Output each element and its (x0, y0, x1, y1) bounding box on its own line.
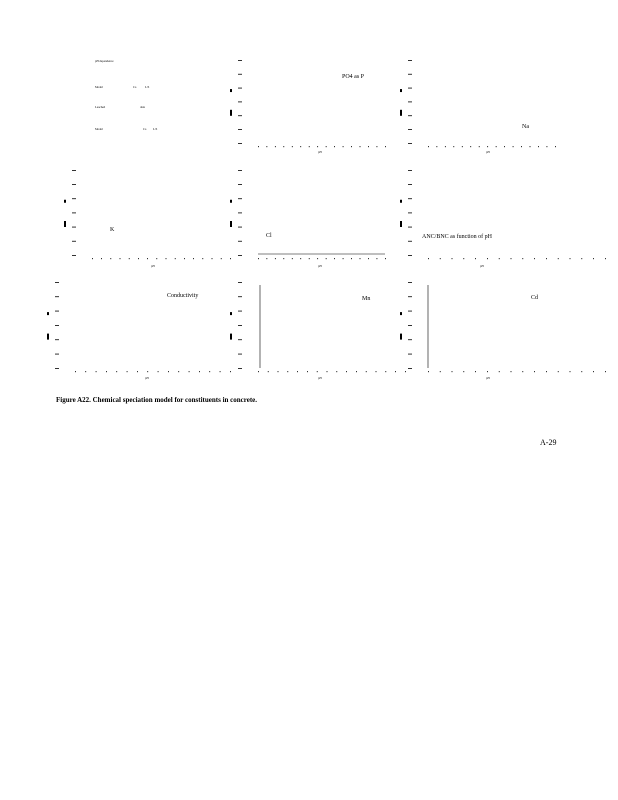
y-tick-label-mark (408, 184, 412, 185)
x-tick-mark (292, 146, 293, 147)
x-tick-mark (440, 371, 441, 372)
x-tick-mark (385, 258, 386, 259)
y-tick-label-mark (238, 354, 242, 355)
legend-row-4-ls: L/S (153, 127, 158, 131)
y-tick-label-mark (408, 339, 412, 340)
x-tick-mark (440, 258, 441, 259)
page-number: A-29 (540, 438, 557, 447)
x-tick-mark (334, 258, 335, 259)
legend-row-2-model: Model (95, 85, 103, 89)
x-tick-mark (189, 371, 190, 372)
y-axis-label-mark (47, 312, 49, 315)
x-tick-mark (334, 146, 335, 147)
x-tick-mark (297, 371, 298, 372)
y-tick-label-mark (238, 184, 242, 185)
x-tick-mark (209, 371, 210, 372)
x-tick-mark (120, 258, 121, 259)
x-tick-mark (385, 371, 386, 372)
x-tick-mark (275, 146, 276, 147)
x-tick-mark (307, 371, 308, 372)
y-tick-label-mark (72, 170, 76, 171)
y-tick-label-mark (72, 227, 76, 228)
x-tick-mark (395, 371, 396, 372)
y-tick-label-mark (408, 354, 412, 355)
x-tick-mark (546, 371, 547, 372)
x-tick-mark (570, 371, 571, 372)
legend-row-2-ls: L/S (145, 85, 150, 89)
y-tick-label-mark (55, 311, 59, 312)
x-tick-mark (513, 146, 514, 147)
panel-label-anc-bnc: ANC/BNC as function of pH (422, 234, 492, 240)
x-label-p2: pH (486, 150, 490, 154)
x-label-p7: pH (318, 376, 322, 380)
x-tick-mark (193, 258, 194, 259)
y-axis-label-mark (400, 334, 402, 340)
y-tick-label-mark (408, 296, 412, 297)
y-axis-label-mark (230, 200, 232, 203)
x-tick-mark (158, 371, 159, 372)
x-label-p5: pH (480, 264, 484, 268)
x-tick-mark (278, 371, 279, 372)
x-tick-mark (178, 371, 179, 372)
x-tick-mark (368, 146, 369, 147)
y-tick-label-mark (238, 198, 242, 199)
x-tick-mark (147, 371, 148, 372)
x-tick-mark (175, 258, 176, 259)
y-tick-label-mark (408, 311, 412, 312)
y-tick-label-mark (72, 255, 76, 256)
y-tick-label-mark (238, 325, 242, 326)
y-tick-label-mark (408, 102, 412, 103)
y-tick-label-mark (238, 74, 242, 75)
x-tick-mark (258, 371, 259, 372)
x-tick-mark (266, 146, 267, 147)
x-tick-mark (368, 258, 369, 259)
x-tick-mark (463, 258, 464, 259)
x-tick-mark (96, 371, 97, 372)
y-tick-label-mark (408, 170, 412, 171)
panel-label-mn: Mn (362, 296, 371, 302)
legend-row-1: pH dependence (95, 59, 114, 63)
y-tick-label-mark (55, 368, 59, 369)
y-tick-label-mark (55, 296, 59, 297)
x-tick-mark (168, 371, 169, 372)
x-tick-mark (428, 258, 429, 259)
x-tick-mark (283, 258, 284, 259)
x-tick-mark (356, 371, 357, 372)
x-tick-mark (309, 146, 310, 147)
y-tick-label-mark (238, 129, 242, 130)
x-tick-mark (268, 371, 269, 372)
x-tick-mark (593, 371, 594, 372)
y-tick-label-mark (408, 368, 412, 369)
x-tick-mark (266, 258, 267, 259)
x-tick-mark (317, 258, 318, 259)
y-tick-label-mark (72, 241, 76, 242)
x-tick-mark (499, 258, 500, 259)
x-tick-mark (487, 146, 488, 147)
x-tick-mark (147, 258, 148, 259)
x-tick-mark (92, 258, 93, 259)
y-axis-label-mark (230, 312, 232, 315)
x-tick-mark (137, 371, 138, 372)
x-tick-mark (343, 258, 344, 259)
x-label-p3: pH (151, 264, 155, 268)
x-tick-mark (129, 258, 130, 259)
x-tick-mark (366, 371, 367, 372)
x-tick-mark (199, 371, 200, 372)
y-axis-label-mark (400, 221, 402, 227)
y-tick-label-mark (408, 255, 412, 256)
x-tick-mark (166, 258, 167, 259)
x-tick-mark (452, 258, 453, 259)
x-tick-mark (405, 371, 406, 372)
x-tick-mark (116, 371, 117, 372)
panel-label-k: K (110, 227, 115, 233)
x-tick-mark (496, 146, 497, 147)
x-tick-mark (317, 371, 318, 372)
x-tick-mark (522, 258, 523, 259)
x-tick-mark (230, 371, 231, 372)
x-tick-mark (336, 371, 337, 372)
x-tick-mark (558, 258, 559, 259)
x-tick-mark (156, 258, 157, 259)
x-tick-mark (547, 146, 548, 147)
x-tick-mark (300, 146, 301, 147)
y-tick-label-mark (72, 184, 76, 185)
x-tick-mark (258, 258, 259, 259)
y-axis-label-mark (230, 89, 232, 92)
y-tick-label-mark (238, 213, 242, 214)
x-tick-mark (445, 146, 446, 147)
x-tick-mark (479, 146, 480, 147)
x-label-p8: pH (486, 376, 490, 380)
x-tick-mark (462, 146, 463, 147)
x-tick-mark (202, 258, 203, 259)
y-tick-label-mark (408, 115, 412, 116)
x-tick-mark (106, 371, 107, 372)
x-tick-mark (230, 258, 231, 259)
panel-label-po4: PO4 as P (342, 74, 365, 80)
y-tick-label-mark (238, 170, 242, 171)
x-tick-mark (499, 371, 500, 372)
x-tick-mark (487, 258, 488, 259)
x-tick-mark (605, 258, 606, 259)
x-tick-mark (463, 371, 464, 372)
y-tick-label-mark (55, 339, 59, 340)
y-axis-label-mark (64, 221, 66, 227)
x-tick-mark (581, 371, 582, 372)
x-tick-mark (377, 146, 378, 147)
x-tick-mark (300, 258, 301, 259)
y-tick-label-mark (408, 213, 412, 214)
x-tick-mark (428, 146, 429, 147)
x-tick-mark (360, 146, 361, 147)
x-tick-mark (538, 146, 539, 147)
y-tick-label-mark (408, 60, 412, 61)
x-tick-mark (221, 258, 222, 259)
x-label-p1: pH (318, 150, 322, 154)
x-tick-mark (326, 258, 327, 259)
y-tick-label-mark (408, 282, 412, 283)
y-tick-label-mark (238, 227, 242, 228)
x-tick-mark (470, 146, 471, 147)
x-tick-mark (101, 258, 102, 259)
y-tick-label-mark (408, 227, 412, 228)
legend-row-2-ca: Ca (133, 85, 137, 89)
x-tick-mark (317, 146, 318, 147)
y-tick-label-mark (408, 198, 412, 199)
y-tick-label-mark (55, 325, 59, 326)
x-tick-mark (275, 258, 276, 259)
x-tick-mark (377, 258, 378, 259)
y-tick-label-mark (238, 282, 242, 283)
y-tick-label-mark (72, 213, 76, 214)
x-tick-mark (581, 258, 582, 259)
x-label-p4: pH (318, 264, 322, 268)
x-tick-mark (292, 258, 293, 259)
x-tick-mark (452, 371, 453, 372)
x-tick-mark (138, 258, 139, 259)
x-tick-mark (428, 371, 429, 372)
y-tick-label-mark (238, 255, 242, 256)
y-axis-label-mark (400, 89, 402, 92)
y-axis-label-mark (47, 334, 49, 340)
x-tick-mark (75, 371, 76, 372)
y-tick-label-mark (238, 60, 242, 61)
x-tick-mark (326, 146, 327, 147)
x-tick-mark (85, 371, 86, 372)
x-tick-mark (343, 146, 344, 147)
x-tick-mark (475, 258, 476, 259)
x-tick-mark (385, 146, 386, 147)
x-tick-mark (220, 371, 221, 372)
y-tick-label-mark (238, 143, 242, 144)
y-axis-label-mark (230, 334, 232, 340)
y-tick-label-mark (55, 354, 59, 355)
x-tick-mark (555, 146, 556, 147)
y-tick-label-mark (408, 74, 412, 75)
legend-row-3-data: data (140, 105, 145, 109)
y-tick-label-mark (238, 115, 242, 116)
y-axis-label-mark (230, 221, 232, 227)
x-tick-mark (283, 146, 284, 147)
y-tick-label-mark (238, 296, 242, 297)
x-tick-mark (504, 146, 505, 147)
y-axis-label-mark (400, 110, 402, 116)
x-tick-mark (212, 258, 213, 259)
y-tick-label-mark (55, 282, 59, 283)
x-tick-mark (522, 371, 523, 372)
x-tick-mark (351, 258, 352, 259)
x-tick-mark (346, 371, 347, 372)
x-tick-mark (511, 371, 512, 372)
x-tick-mark (127, 371, 128, 372)
y-tick-label-mark (238, 311, 242, 312)
x-tick-mark (534, 258, 535, 259)
y-tick-label-mark (72, 198, 76, 199)
figure-caption: Figure A22. Chemical speciation model for constituents in concrete. (56, 396, 258, 404)
y-tick-label-mark (408, 325, 412, 326)
y-tick-label-mark (408, 241, 412, 242)
x-tick-mark (327, 371, 328, 372)
x-tick-mark (110, 258, 111, 259)
legend-row-4-model: Model (95, 127, 103, 131)
x-tick-mark (351, 146, 352, 147)
x-tick-mark (309, 258, 310, 259)
y-tick-label-mark (238, 368, 242, 369)
x-tick-mark (360, 258, 361, 259)
x-tick-mark (534, 371, 535, 372)
x-tick-mark (184, 258, 185, 259)
x-tick-mark (487, 371, 488, 372)
panel-label-cl: Cl (266, 233, 272, 239)
x-tick-mark (453, 146, 454, 147)
panel-label-na: Na (522, 124, 529, 130)
y-axis-label-mark (64, 200, 66, 203)
x-tick-mark (593, 258, 594, 259)
legend-row-3-leached: Leached (95, 105, 106, 109)
legend-row-4-ca: Ca (143, 127, 147, 131)
y-tick-label-mark (408, 129, 412, 130)
y-axis-label-mark (230, 110, 232, 116)
x-tick-mark (546, 258, 547, 259)
x-tick-mark (436, 146, 437, 147)
x-tick-mark (376, 371, 377, 372)
x-label-p6: pH (145, 376, 149, 380)
x-tick-mark (558, 371, 559, 372)
x-tick-mark (605, 371, 606, 372)
x-tick-mark (530, 146, 531, 147)
x-tick-mark (475, 371, 476, 372)
y-tick-label-mark (238, 88, 242, 89)
y-axis-label-mark (400, 312, 402, 315)
x-tick-mark (570, 258, 571, 259)
y-tick-label-mark (408, 143, 412, 144)
y-tick-label-mark (408, 88, 412, 89)
panel-label-cd: Cd (531, 295, 539, 301)
y-tick-label-mark (238, 339, 242, 340)
x-tick-mark (521, 146, 522, 147)
x-tick-mark (511, 258, 512, 259)
y-tick-label-mark (238, 241, 242, 242)
y-tick-label-mark (238, 102, 242, 103)
x-tick-mark (287, 371, 288, 372)
panel-label-conductivity: Conductivity (167, 293, 199, 299)
y-axis-label-mark (400, 200, 402, 203)
x-tick-mark (258, 146, 259, 147)
